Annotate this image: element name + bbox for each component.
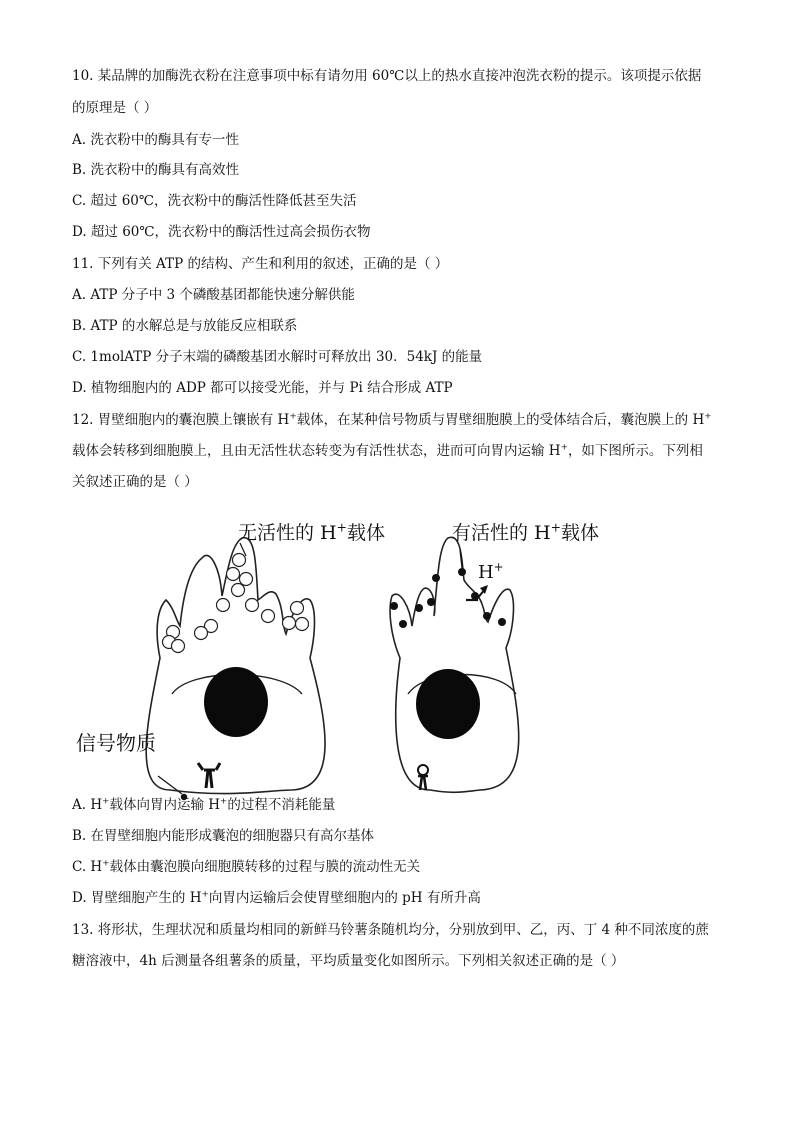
q12-stem-line1: [72, 410, 732, 430]
vesicle-circle: [217, 599, 230, 612]
q11-option-a: A. ATP 分子中 3 个磷酸基团都能快速分解供能: [72, 287, 355, 303]
label-inactive-carrier-text: 无活性的 H: [238, 522, 337, 544]
superscript-plus: +: [201, 889, 209, 900]
superscript-plus: +: [102, 858, 110, 869]
carrier-dot: [432, 574, 440, 582]
label-signal-substance: 信号物质: [76, 731, 156, 755]
q11-option-d: D. 植物细胞内的 ADP 都可以接受光能，并与 Pi 结合形成 ATP: [72, 380, 453, 396]
label-active-carrier-text: 有活性的 H: [452, 522, 551, 544]
q10-option-a: A. 洗衣粉中的酶具有专一性: [72, 132, 239, 148]
left-vesicles: [163, 554, 309, 653]
q11-option-c: C. 1molATP 分子末端的磷酸基团水解时可释放出 30．54kJ 的能量: [72, 349, 483, 365]
left-cell-nucleus: [204, 667, 268, 737]
q12-stem-line3: 关叙述正确的是（ ）: [72, 474, 198, 490]
cell-diagram-figure: [70, 508, 630, 808]
q12-stem-line1-part-b: 载体，在某种信号物质与胃壁细胞膜上的受体结合后，囊泡膜上的 H: [296, 412, 705, 428]
vesicle-circle: [232, 584, 245, 597]
superscript-plus: +: [704, 411, 712, 422]
superscript-plus: +: [220, 796, 228, 807]
vesicle-circle: [246, 599, 259, 612]
q10-stem-line2: 的原理是（ ）: [72, 100, 158, 116]
q12-stem-line2-part-b: ，如下图所示。下列相: [567, 443, 703, 459]
vesicle-circle: [291, 602, 304, 615]
vesicle-circle: [283, 617, 296, 630]
right-receptor: [418, 776, 428, 790]
q12-option-a-part2: 载体向胃内运输 H: [109, 797, 221, 813]
label-active-carrier: [452, 522, 599, 544]
superscript-plus: +: [550, 520, 561, 535]
label-hplus-text: H: [478, 562, 494, 583]
carrier-dot: [458, 568, 466, 576]
q12-stem-line1-part-a: 12. 胃壁细胞内的囊泡膜上镶嵌有 H: [72, 412, 290, 428]
vesicle-circle: [172, 640, 185, 653]
q12-option-c-part2: 载体由囊泡膜向细胞膜转移的过程与膜的流动性无关: [109, 859, 421, 875]
q10-option-c: C. 超过 60℃，洗衣粉中的酶活性降低甚至失活: [72, 193, 357, 209]
vesicle-circle: [195, 627, 208, 640]
label-active-carrier-suffix: 载体: [560, 522, 599, 544]
q12-option-c-part1: C. H: [72, 859, 103, 875]
superscript-plus: +: [560, 442, 568, 453]
label-hplus: [478, 562, 504, 584]
carrier-dot: [399, 620, 407, 628]
q12-option-a: [72, 795, 732, 815]
carrier-dot: [498, 618, 506, 626]
carrier-dot: [390, 602, 398, 610]
carrier-dot: [483, 612, 491, 620]
q10-option-b: B. 洗衣粉中的酶具有高效性: [72, 162, 240, 178]
q12-option-d: [72, 888, 732, 908]
q12-option-a-part1: A. H: [72, 797, 103, 813]
left-receptor: [198, 763, 220, 788]
q13-stem-line1: 13. 将形状，生理状况和质量均相同的新鲜马铃薯条随机均分，分别放到甲、乙，丙、丁 4 种不同浓度的蔗: [72, 922, 709, 938]
q12-option-c: [72, 857, 732, 877]
q12-option-d-part2: 向胃内运输后会使胃壁细胞内的 pH 有所升高: [208, 890, 481, 906]
carrier-dot: [427, 598, 435, 606]
vesicle-circle: [262, 610, 275, 623]
superscript-plus: +: [102, 796, 110, 807]
cell-diagram-svg: [70, 508, 630, 808]
q13-stem-line2: 糖溶液中，4h 后测量各组薯条的质量，平均质量变化如图所示。下列相关叙述正确的是（ ）: [72, 953, 625, 969]
q12-option-d-part1: D. 胃壁细胞产生的 H: [72, 890, 202, 906]
q10-option-d: D. 超过 60℃，洗衣粉中的酶活性过高会损伤衣物: [72, 224, 371, 240]
q12-stem-line2-part-a: 载体会转移到细胞膜上，且由无活性状态转变为有活性状态，进而可向胃内运输 H: [72, 443, 561, 459]
q12-stem-line2: [72, 441, 732, 461]
superscript-plus: +: [289, 411, 297, 422]
vesicle-circle: [296, 618, 309, 631]
q10-stem-line1: 10. 某品牌的加酶洗衣粉在注意事项中标有请勿用 60℃以上的热水直接冲泡洗衣粉的提示。该项提示依据: [72, 68, 702, 84]
label-inactive-carrier-suffix: 载体: [346, 522, 385, 544]
right-cell-nucleus: [416, 669, 480, 739]
vesicle-circle: [227, 568, 240, 581]
signal-leader-line: [158, 776, 182, 794]
vesicle-circle: [240, 573, 253, 586]
carrier-dot: [415, 604, 423, 612]
superscript-plus: +: [336, 520, 347, 535]
vesicle-circle: [233, 554, 246, 567]
bound-signal-molecule: [418, 765, 428, 775]
q11-option-b: B. ATP 的水解总是与放能反应相联系: [72, 318, 298, 334]
q11-stem: 11. 下列有关 ATP 的结构、产生和利用的叙述，正确的是（ ）: [72, 256, 449, 272]
q12-option-b: B. 在胃壁细胞内能形成囊泡的细胞器只有高尔基体: [72, 828, 375, 844]
label-inactive-carrier: [238, 522, 385, 544]
superscript-plus: +: [493, 560, 504, 574]
q12-option-a-part3: 的过程不消耗能量: [227, 797, 336, 813]
